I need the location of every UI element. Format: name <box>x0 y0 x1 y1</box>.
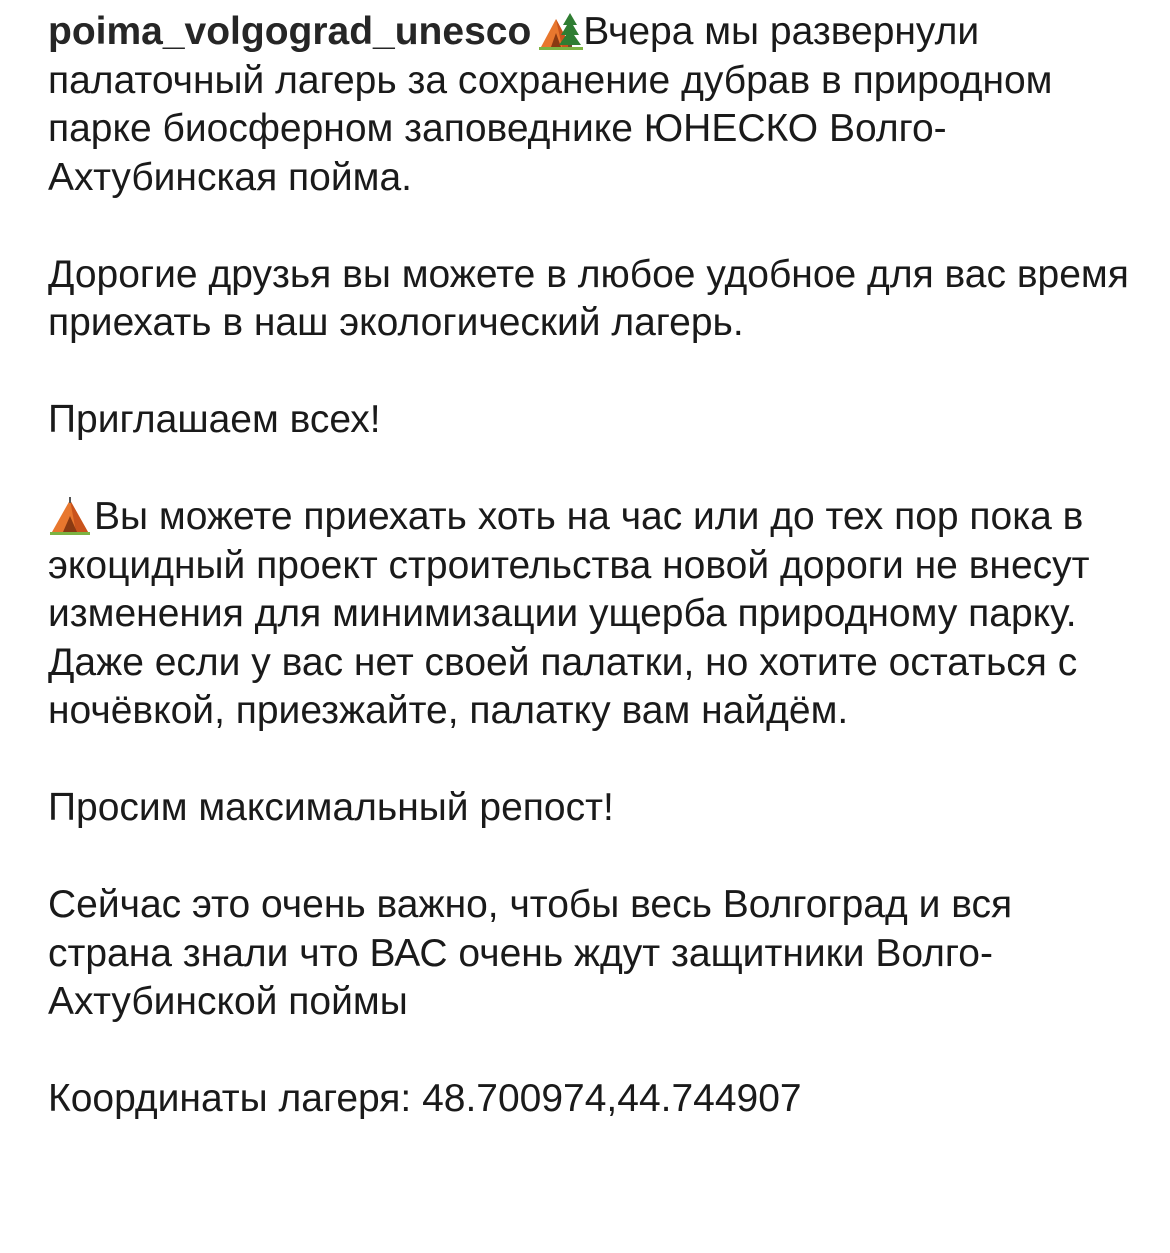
caption-paragraph-6 <box>48 881 1138 1027</box>
caption-paragraph-5 <box>48 784 1138 833</box>
caption-text-6: Сейчас это очень важно, чтобы весь Волгоград и вся страна знали что ВАС очень ждут защитники Волго-Ахтубинской поймы <box>48 883 1013 1023</box>
username-link[interactable]: poima_volgograd_unesco <box>48 10 532 53</box>
camping-icon <box>539 10 583 50</box>
caption-paragraph-1 <box>48 8 1138 202</box>
caption-paragraph-2 <box>48 251 1138 348</box>
caption-paragraph-7 <box>48 1075 1138 1124</box>
caption-text-5: Просим максимальный репост! <box>48 786 614 829</box>
caption-text-3: Приглашаем всех! <box>48 398 381 441</box>
post-caption <box>48 8 1138 1124</box>
caption-text-7: Координаты лагеря: 48.700974,44.744907 <box>48 1077 802 1120</box>
caption-text-1: Вчера мы развернули палаточный лагерь за сохранение дубрав в природном парке биосферном заповеднике ЮНЕСКО Волго-Ахтубинская пойма. <box>48 10 1053 199</box>
caption-paragraph-4 <box>48 493 1138 736</box>
caption-text-4: Вы можете приехать хоть на час или до тех пор пока в экоцидный проект строительства новой дороги не внесут изменения для минимизации ущерба природному парку. Даже если у вас нет своей палатки, но хотите остаться с ночёвкой, приезжайте, палатку вам найдём. <box>48 495 1090 732</box>
caption-text-2: Дорогие друзья вы можете в любое удобное для вас время приехать в наш экологический лагерь. <box>48 252 1129 344</box>
caption-paragraph-3 <box>48 396 1138 445</box>
tent-icon <box>48 495 92 535</box>
